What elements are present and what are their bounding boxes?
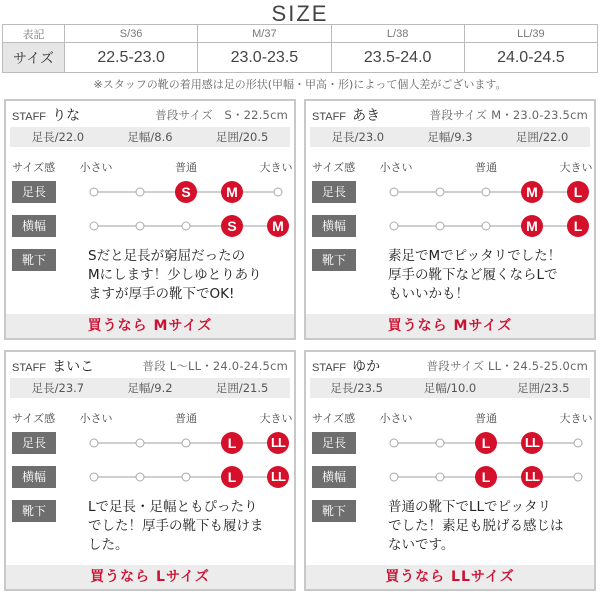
foot-girth: 足囲/21.5: [215, 381, 269, 395]
foot-girth: 足囲/22.0: [515, 130, 569, 144]
scale-dot: [436, 222, 445, 231]
scale-large: 大きい: [259, 412, 293, 425]
staff-name: りな: [52, 108, 81, 124]
comment-line: した。: [88, 537, 129, 553]
size-value-m: 23.0-23.5: [198, 43, 331, 73]
scale-dot: [482, 222, 491, 231]
scale-dot: [436, 473, 445, 482]
staff-tag: STAFF: [312, 362, 347, 374]
staff-comment: [88, 247, 294, 304]
row-label-width: 横幅: [12, 466, 56, 488]
size-value-s: 22.5-23.0: [65, 43, 198, 73]
scale-dot: [436, 439, 445, 448]
staff-card: [4, 99, 296, 340]
comment-line: ますが厚手の靴下でOK!: [88, 286, 235, 302]
scale-dot: [90, 439, 99, 448]
scale-dot: [390, 188, 399, 197]
usual-size: 普段サイズ S・22.5cm: [155, 108, 288, 122]
scale-title: サイズ感: [312, 412, 356, 425]
staff-tag: STAFF: [12, 111, 47, 123]
size-table: [2, 24, 598, 73]
foot-measurements: [310, 127, 590, 147]
staff-tag: STAFF: [12, 362, 47, 374]
size-fit-marker: M: [521, 181, 543, 203]
scale-dot: [90, 188, 99, 197]
scale-dot: [436, 188, 445, 197]
scale-large: 大きい: [559, 412, 593, 425]
foot-width: 足幅/8.6: [127, 130, 173, 144]
scale-small: 小さい: [379, 412, 413, 425]
comment-line: でした！素足も脱げる感じは: [388, 518, 564, 534]
scale-dot: [90, 222, 99, 231]
size-column-ll: LL/39: [464, 25, 597, 43]
scale-dot: [482, 188, 491, 197]
staff-comment: [88, 498, 294, 555]
scale-title: サイズ感: [312, 161, 356, 174]
staff-header: [12, 105, 288, 125]
staff-header: [312, 356, 588, 376]
size-fit-marker: S: [175, 181, 197, 203]
scale-dot: [182, 473, 191, 482]
row-label-socks: 靴下: [12, 500, 56, 522]
size-table-header-label: 表記: [3, 25, 65, 43]
size-fit-marker: LL: [267, 466, 289, 488]
comment-line: ないです。: [388, 537, 455, 553]
row-label-socks: 靴下: [312, 249, 356, 271]
scale-dot: [136, 439, 145, 448]
size-fit-marker: LL: [521, 466, 543, 488]
scale-normal: 普通: [175, 412, 197, 425]
comment-line: 厚手の靴下など履くならLで: [388, 267, 558, 283]
size-fit-marker: L: [567, 215, 589, 237]
page-title: SIZE: [271, 1, 329, 26]
size-fit-marker: L: [221, 432, 243, 454]
scale-dot: [90, 473, 99, 482]
size-fit-marker: LL: [267, 432, 289, 454]
scale-dot: [574, 473, 583, 482]
foot-length: 足長/23.5: [330, 381, 383, 395]
verdict-bar: 買うなら Mサイズ: [6, 314, 294, 338]
staff-card: [4, 350, 296, 591]
staff-card: [304, 99, 596, 340]
scale-normal: 普通: [475, 412, 497, 425]
staff-header: [12, 356, 288, 376]
size-fit-marker: M: [521, 215, 543, 237]
scale-dot: [136, 473, 145, 482]
size-fit-marker: M: [267, 215, 289, 237]
scale-dot: [136, 188, 145, 197]
scale-dot: [390, 439, 399, 448]
scale-title: サイズ感: [12, 161, 56, 174]
row-label-length: 足長: [312, 181, 356, 203]
staff-card: [304, 350, 596, 591]
staff-comment: [388, 247, 594, 304]
size-column-l: L/38: [331, 25, 464, 43]
foot-girth: 足囲/23.5: [517, 381, 570, 395]
size-fit-marker: M: [221, 181, 243, 203]
scale-large: 大きい: [259, 161, 293, 174]
scale-dot: [136, 222, 145, 231]
verdict-bar: 買うなら LLサイズ: [306, 565, 594, 589]
foot-width: 足幅/10.0: [423, 381, 477, 395]
scale-normal: 普通: [475, 161, 497, 174]
scale-normal: 普通: [175, 161, 197, 174]
usual-size: 普段サイズ LL・24.5-25.0cm: [426, 359, 588, 373]
comment-line: Lで足長・足幅ともぴったり: [88, 499, 258, 515]
size-value-ll: 24.0-24.5: [464, 43, 597, 73]
scale-dot: [274, 188, 283, 197]
row-label-width: 横幅: [312, 215, 356, 237]
row-label-socks: 靴下: [12, 249, 56, 271]
usual-size: 普段 L〜LL・24.0-24.5cm: [142, 359, 288, 373]
foot-girth: 足囲/20.5: [215, 130, 269, 144]
scale-dot: [390, 473, 399, 482]
foot-measurements: [10, 127, 290, 147]
fit-note: ※スタッフの靴の着用感は足の形状(甲幅・甲高・形)によって個人差がございます。: [93, 78, 507, 91]
foot-width: 足幅/9.3: [427, 130, 473, 144]
scale-large: 大きい: [559, 161, 593, 174]
row-label-length: 足長: [312, 432, 356, 454]
staff-tag: STAFF: [312, 111, 347, 123]
size-value-l: 23.5-24.0: [331, 43, 464, 73]
scale-small: 小さい: [379, 161, 413, 174]
size-fit-marker: LL: [521, 432, 543, 454]
size-table-value-row: [3, 43, 598, 73]
size-column-s: S/36: [65, 25, 198, 43]
staff-name: ゆか: [352, 359, 381, 375]
foot-length: 足長/22.0: [31, 130, 85, 144]
verdict-bar: 買うなら Mサイズ: [306, 314, 594, 338]
scale-small: 小さい: [79, 412, 113, 425]
usual-size: 普段サイズ M・23.0-23.5cm: [429, 108, 588, 122]
staff-header: [312, 105, 588, 125]
verdict-bar: 買うなら Lサイズ: [6, 565, 294, 589]
comment-line: Sだと足長が窮屈だったの: [88, 248, 246, 264]
foot-width: 足幅/9.2: [127, 381, 173, 395]
size-fit-marker: L: [475, 432, 497, 454]
size-column-m: M/37: [198, 25, 331, 43]
comment-line: 素足でMでピッタリでした！: [388, 248, 562, 264]
scale-dot: [182, 222, 191, 231]
scale-title: サイズ感: [12, 412, 56, 425]
size-fit-marker: L: [221, 466, 243, 488]
scale-small: 小さい: [79, 161, 113, 174]
row-label-socks: 靴下: [312, 500, 356, 522]
scale-dot: [574, 439, 583, 448]
size-fit-marker: S: [221, 215, 243, 237]
size-table-size-label: サイズ: [3, 43, 65, 73]
comment-line: でした！厚手の靴下も履けま: [88, 518, 264, 534]
foot-measurements: [310, 378, 590, 398]
size-fit-marker: L: [475, 466, 497, 488]
comment-line: Mにします！少しゆとりあり: [88, 267, 262, 283]
foot-length: 足長/23.7: [31, 381, 85, 395]
row-label-length: 足長: [12, 432, 56, 454]
scale-dot: [390, 222, 399, 231]
staff-name: あき: [352, 108, 381, 124]
staff-name: まいこ: [52, 359, 95, 375]
comment-line: もいいかも！: [388, 286, 469, 302]
size-table-header-row: [3, 25, 598, 43]
foot-length: 足長/23.0: [331, 130, 385, 144]
staff-comment: [388, 498, 594, 555]
row-label-length: 足長: [12, 181, 56, 203]
row-label-width: 横幅: [12, 215, 56, 237]
comment-line: 普通の靴下でLLでピッタリ: [388, 499, 552, 515]
foot-measurements: [10, 378, 290, 398]
size-fit-marker: L: [567, 181, 589, 203]
row-label-width: 横幅: [312, 466, 356, 488]
scale-dot: [182, 439, 191, 448]
